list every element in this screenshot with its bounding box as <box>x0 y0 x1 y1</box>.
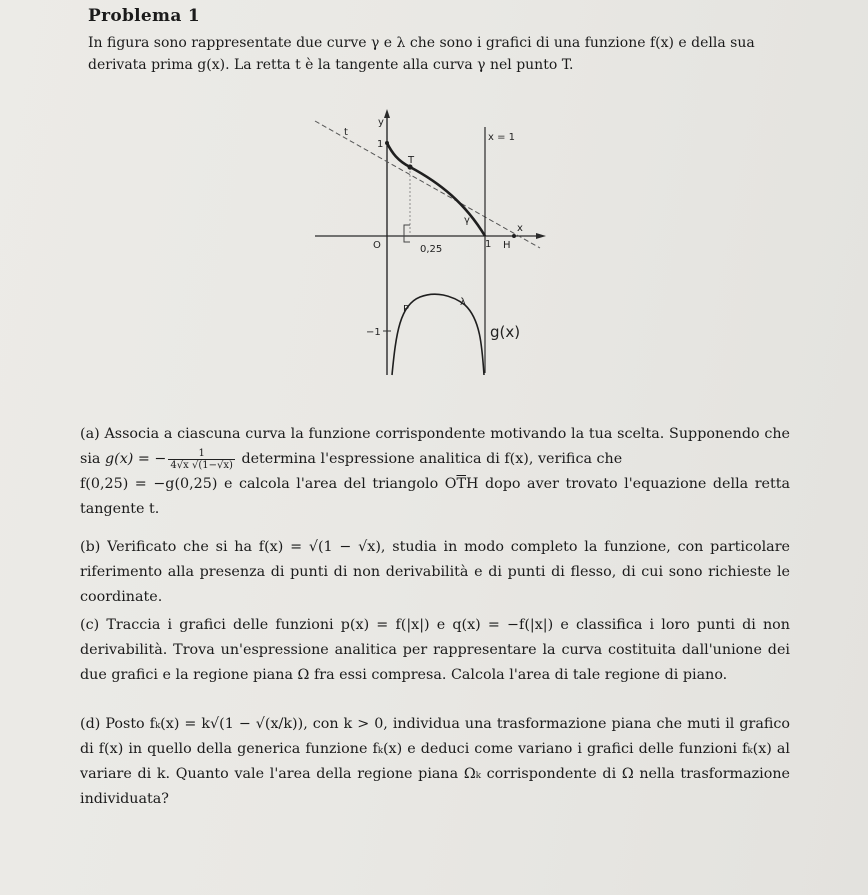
label-minus-one: −1 <box>366 327 381 338</box>
question-a-part1: Associa a ciascuna curva la funzione corrispondente motivando la tua scelta. Supponendo che sia <box>80 426 791 467</box>
question-a <box>80 422 790 522</box>
problem-title: Problema 1 <box>88 6 200 26</box>
label-x-eq-1: x = 1 <box>488 132 516 143</box>
right-angle-mark <box>404 225 410 242</box>
question-d <box>80 712 790 812</box>
question-b <box>80 535 790 610</box>
label-quarter: 0,25 <box>420 244 443 255</box>
function-graph-figure <box>300 105 550 380</box>
question-c-label: (c) <box>80 617 100 633</box>
question-d-text: Posto fₖ(x) = k√(1 − √(x/k)), con k > 0, individua una trasformazione piana che muti il grafico di f(x) in quello della generica funzione fₖ(x) e deduci come variano i grafici delle funzioni fₖ(x) al variare di k. Quanto vale l'area della regione piana Ωₖ corrispondente di Ω nella trasformazione individuata? <box>80 716 791 807</box>
label-x: x <box>517 223 523 234</box>
label-H: H <box>503 240 511 251</box>
label-lambda: λ <box>460 297 466 308</box>
label-P: P <box>403 304 410 315</box>
label-g-of-x: g(x) <box>490 323 521 341</box>
y-axis-arrow <box>384 109 390 118</box>
question-c <box>80 613 790 688</box>
question-a-g-lhs: g(x) = − <box>104 451 167 467</box>
label-O: O <box>373 240 381 251</box>
problem-intro: In figura sono rappresentate due curve γ e λ che sono i grafici di una funzione f(x) e della sua derivata prima g(x). La retta t è la tangente alla curva γ nel punto T. <box>88 35 755 73</box>
label-t: t <box>344 127 348 138</box>
question-b-text: Verificato che si ha f(x) = √(1 − √x), studia in modo completo la funzione, con particolare riferimento alla presenza di punti di non derivabilità e di punti di flesso, di cui sono richieste le coordinate. <box>80 539 790 605</box>
label-one-x: 1 <box>485 239 492 250</box>
point-H <box>512 234 516 238</box>
fraction-denominator: 4√x √(1−√x) <box>170 459 233 471</box>
question-d-label: (d) <box>80 716 101 732</box>
label-T: T <box>408 155 415 166</box>
label-gamma: γ <box>464 215 470 226</box>
question-a-part4: H dopo aver trovato l'equazione della retta tangente t. <box>80 476 791 517</box>
fraction-numerator: 1 <box>168 448 234 460</box>
point-y1 <box>385 141 389 145</box>
label-one-y: 1 <box>377 139 384 150</box>
question-a-part3: f(0,25) = −g(0,25) e calcola l'area del triangolo O <box>80 476 457 492</box>
label-y: y <box>378 117 384 128</box>
question-c-text: Traccia i grafici delle funzioni p(x) = f(|x|) e q(x) = −f(|x|) e classifica i loro punti di non derivabilità. Trova un'espressione analitica per rappresentare la curva costituita dall'unione dei due grafici e la regione piana Ω fra essi compresa. Calcola l'area di tale regione di piano. <box>80 617 790 683</box>
question-a-label: (a) <box>80 426 100 442</box>
question-a-fraction <box>168 448 234 471</box>
x-axis-arrow <box>536 233 546 239</box>
question-a-part2: determina l'espressione analitica di f(x), verifica che <box>241 451 623 467</box>
question-b-label: (b) <box>80 539 101 555</box>
triangle-T-hat: $\overline{T}$ <box>456 476 466 492</box>
